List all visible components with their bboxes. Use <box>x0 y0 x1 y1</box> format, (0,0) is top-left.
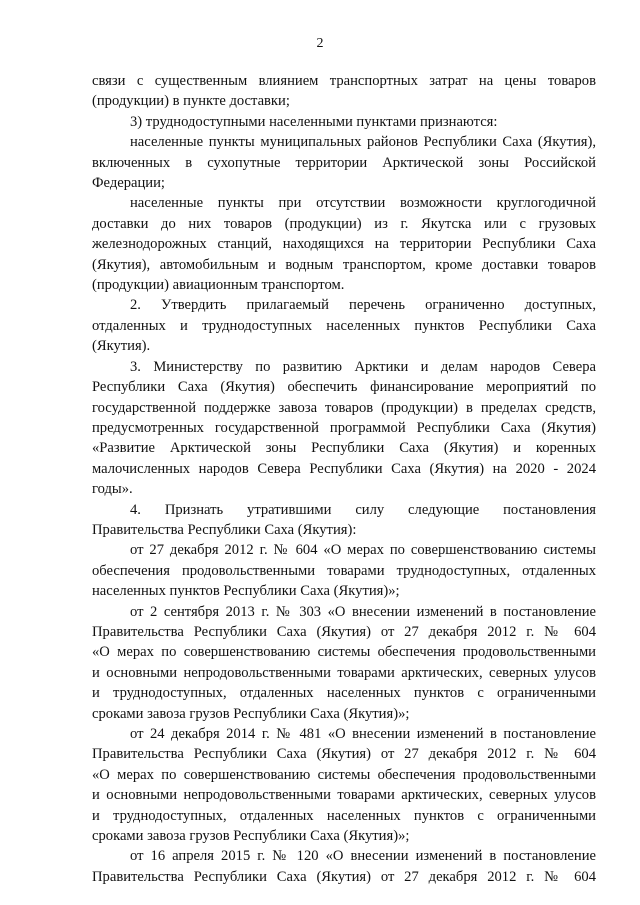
paragraph <box>92 602 596 724</box>
text-line: «Развитие Арктической зоны Республики Саха (Якутия) и коренных <box>92 440 596 457</box>
paragraph <box>92 846 596 887</box>
text-line: Правительства Республики Саха (Якутия) от 27 декабря 2012 г. № 604 <box>92 746 596 763</box>
paragraph <box>92 71 596 112</box>
text-line: доставки до них товаров (продукции) из г. Якутска или с грузовых <box>92 215 596 232</box>
text-line: и основными непродовольственными товарами арктических, северных улусов <box>92 664 596 681</box>
text-line: связи с существенным влиянием транспортных затрат на цены товаров <box>92 73 596 89</box>
text-line: населенных пунктов Республики Саха (Якутия)»; <box>92 583 400 600</box>
text-line: и труднодоступных, отдаленных населенных пунктов с ограниченными <box>92 807 596 824</box>
text-line: и основными непродовольственными товарами арктических, северных улусов <box>92 787 596 804</box>
text-line: предусмотренных государственной программой Республики Саха (Якутия) <box>92 419 596 436</box>
text-line: отдаленных и труднодоступных населенных пунктов Республики Саха <box>92 317 596 334</box>
text-line: и труднодоступных, отдаленных населенных пунктов с ограниченными <box>92 685 596 702</box>
text-line: 2. Утвердить прилагаемый перечень ограниченно доступных, <box>130 297 596 314</box>
text-line: «О мерах по совершенствованию системы обеспечения продовольственными <box>92 766 596 783</box>
paragraph <box>92 295 596 356</box>
text-line: «О мерах по совершенствованию системы обеспечения продовольственными <box>92 644 596 661</box>
text-line: от 2 сентября 2013 г. № 303 «О внесении изменений в постановление <box>130 603 596 620</box>
text-line: годы». <box>92 481 133 498</box>
text-line: от 24 декабря 2014 г. № 481 «О внесении изменений в постановление <box>130 726 596 742</box>
text-line: (Якутия). <box>92 338 151 355</box>
paragraph <box>92 500 596 541</box>
text-line: государственной поддержке завоза товаров (продукции) в пределах средств, <box>92 399 596 416</box>
text-line: Республики Саха (Якутия) обеспечить финансирование мероприятий по <box>92 379 596 396</box>
paragraph <box>92 357 596 500</box>
text-line: сроками завоза грузов Республики Саха (Якутия)»; <box>92 828 410 845</box>
text-line: обеспечения продовольственными товарами труднодоступных, отдаленных <box>92 562 596 579</box>
text-line: населенные пункты при отсутствии возможности круглогодичной <box>130 195 596 212</box>
page-number: 2 <box>316 36 324 51</box>
text-line: (продукции) авиационным транспортом. <box>92 277 345 294</box>
paragraph <box>92 112 596 132</box>
paragraph <box>92 193 596 295</box>
text-line: от 16 апреля 2015 г. № 120 «О внесении изменений в постановление <box>130 848 596 865</box>
text-line: сроками завоза грузов Республики Саха (Якутия)»; <box>92 705 410 722</box>
paragraph <box>92 540 596 601</box>
text-line: Правительства Республики Саха (Якутия) от 27 декабря 2012 г. № 604 <box>92 868 596 885</box>
text-line: от 27 декабря 2012 г. № 604 «О мерах по совершенствованию системы <box>130 542 596 559</box>
paragraph <box>92 132 596 193</box>
paragraph <box>92 724 596 846</box>
text-line: населенные пункты муниципальных районов Республики Саха (Якутия), <box>130 134 596 151</box>
text-line: Правительства Республики Саха (Якутия) от 27 декабря 2012 г. № 604 <box>92 623 596 640</box>
text-line: 3. Министерству по развитию Арктики и делам народов Севера <box>130 358 596 375</box>
text-line: 4. Признать утратившими силу следующие постановления <box>130 501 596 518</box>
text-line: Федерации; <box>92 175 165 192</box>
text-line: (Якутия), автомобильным и водным транспортом, кроме доставки товаров <box>92 256 596 273</box>
text-line: Правительства Республики Саха (Якутия): <box>92 521 357 538</box>
text-line: включенных в сухопутные территории Арктической зоны Российской <box>92 154 596 171</box>
text-line: малочисленных народов Севера Республики Саха (Якутия) на 2020 - 2024 <box>92 460 596 477</box>
document-body <box>92 71 596 887</box>
text-line: 3) труднодоступными населенными пунктами признаются: <box>130 113 498 130</box>
text-line: железнодорожных станций, находящихся на территории Республики Саха <box>92 236 596 253</box>
text-line: (продукции) в пункте доставки; <box>92 93 290 110</box>
